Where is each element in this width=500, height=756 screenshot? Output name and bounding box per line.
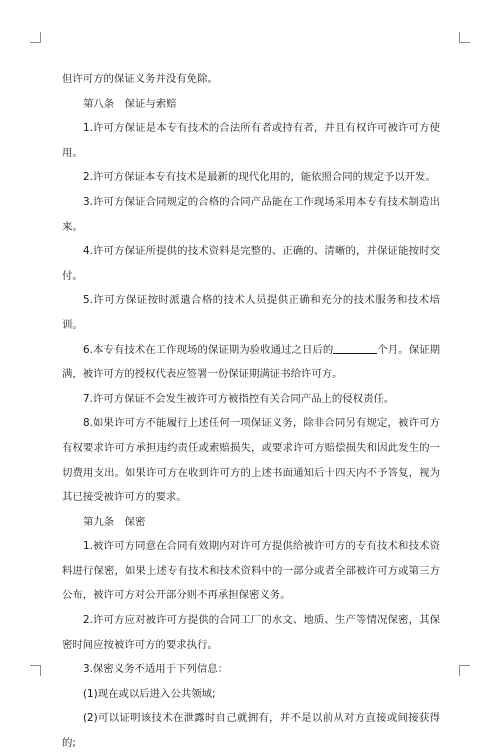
item-6-text-after: 个月。保证期满，被许可方的授权代表应签署一份保证期满证书给许可方。: [62, 343, 440, 381]
article-8-item-3: 3.许可方保证合同规定的合格的合同产品能在工作现场采用本专有技术制造出来。: [62, 195, 440, 233]
crop-mark-top-right: [459, 32, 470, 43]
article-9-item-3: 3.保密义务不适用于下列信息：: [83, 663, 228, 676]
article-8-item-6: [62, 338, 440, 387]
crop-mark-top-left: [30, 32, 41, 43]
article-9-heading: 第九条 保密: [83, 515, 146, 528]
crop-mark-bottom-right: [459, 665, 470, 676]
fill-in-blank: [333, 342, 377, 354]
paragraph-continuation: 但许可方的保证义务并没有免除。: [62, 73, 218, 85]
article-8-item-2: 2.许可方保证本专有技术是最新的现代化用的，能依照合同的规定予以开发。: [83, 171, 436, 184]
article-9-sub-item-1: (1)现在或以后进入公共领域;: [83, 687, 216, 700]
article-8-item-5: 5.许可方保证按时派遣合格的技术人员提供正确和充分的技术服务和技术培训。: [62, 294, 440, 331]
item-6-text-before: 6.本专有技术在工作现场的保证期为验收通过之日后的: [83, 343, 334, 356]
article-9-item-1: 1.被许可方同意在合同有效期内对许可方提供给被许可方的专有技术和技术资料进行保密，如果上述专有技术和技术资料中的一部分或者全部被许可方或第三方公布，被许可方对公开部分则不再承担保密义务。: [62, 540, 440, 602]
article-8-item-7: 7.许可方保证不会发生被许可方被指控有关合同产品上的侵权责任。: [83, 392, 395, 405]
article-8-item-8: 8.如果许可方不能履行上述任何一项保证义务，除非合同另有规定，被许可方有权要求许可方承担违约责任或索赔损失，或要求许可方赔偿损失和因此发生的一切费用支出。如果许可方在收到许可方的上述书面通知后十四天内不予答复，视为其已接受被许可方的要求。: [62, 417, 440, 504]
article-8-item-4: 4.许可方保证所提供的技术资料是完整的、正确的、清晰的，并保证能按时交付。: [62, 245, 440, 282]
crop-mark-bottom-left: [30, 665, 41, 676]
article-9-item-2: 2.许可方应对被许可方提供的合同工厂的水文、地质、生产等情况保密，其保密时间应按被许可方的要求执行。: [62, 614, 440, 651]
document-body: [62, 67, 440, 756]
article-9-sub-item-2: (2)可以证明该技术在泄露时自己就拥有，并不是以前从对方直接或间接获得的;: [62, 712, 440, 750]
article-8-item-1: 1.许可方保证是本专有技术的合法所有者或持有者，并且有权许可被许可方使用。: [62, 122, 440, 159]
article-8-heading: 第八条 保证与索赔: [83, 97, 177, 110]
